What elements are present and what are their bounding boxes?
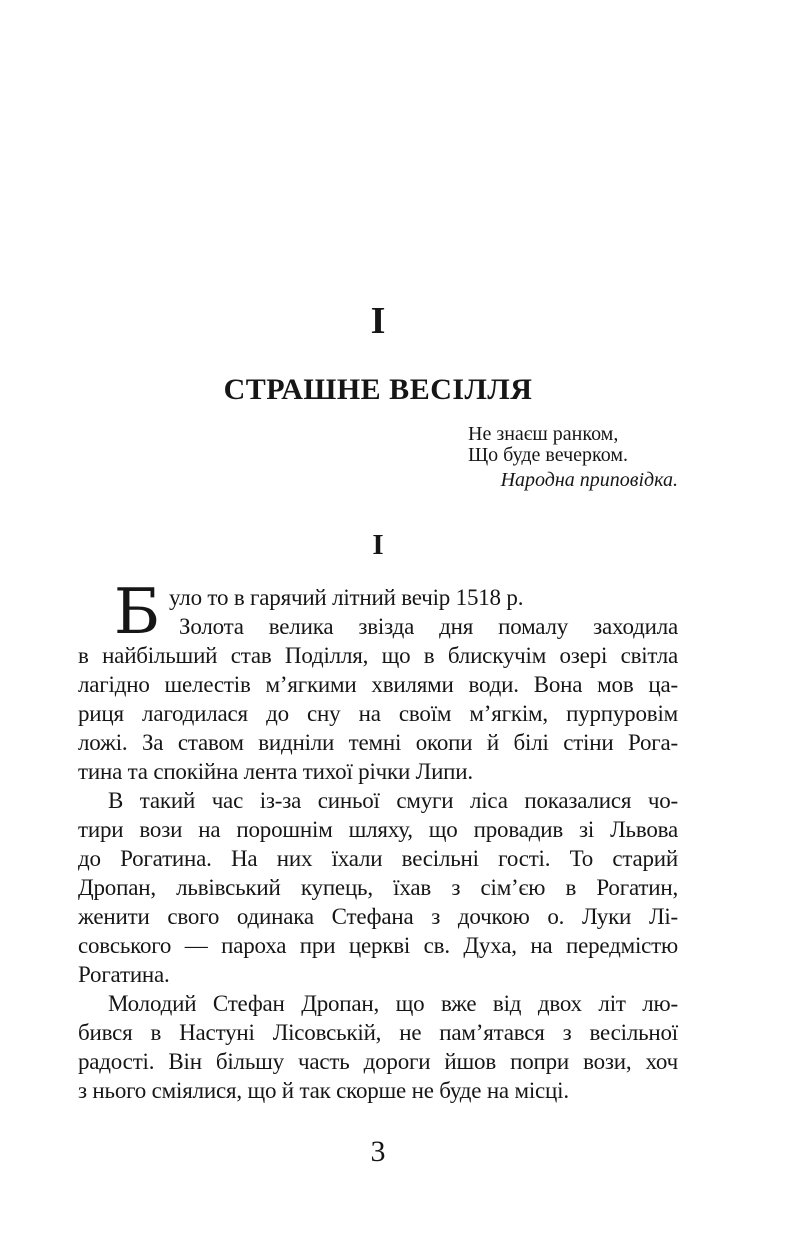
body-line: Золота велика звізда дня помалу заходила (179, 614, 678, 639)
body-line: Молодий Стефан Дропан, що вже від двох літ лю- (108, 991, 678, 1016)
page-number: 3 (370, 1135, 386, 1168)
body-line: риця лагодилася до сну на своїм м’ягкім, пурпуровім (78, 701, 678, 726)
body-line: Дропан, львівський купець, їхав з сім’єю в Рогатин, (78, 875, 678, 900)
paragraph (78, 612, 678, 786)
chapter-number: I (370, 300, 386, 342)
body-line: бився в Настуні Лісовській, не пам’ятався з весільної (78, 1020, 678, 1045)
body-line: тина та спокійна лента тихої річки Липи. (78, 759, 473, 784)
paragraph (78, 583, 678, 612)
section-number: I (372, 529, 384, 561)
body-line: женити свого одинака Стефана з дочкою о. Луки Лі- (78, 904, 678, 929)
paragraph (78, 786, 678, 989)
chapter-title: СТРАШНЕ ВЕСІЛЛЯ (223, 373, 533, 406)
body-line: радості. Він більшу часть дороги йшов попри вози, хоч (78, 1049, 678, 1074)
drop-cap: Б (113, 575, 161, 648)
body-text (78, 575, 678, 1105)
body-line: уло то в гарячий літний вечір 1518 р. (169, 585, 524, 610)
body-line: з нього сміялися, що й так скорше не буде на місці. (78, 1078, 569, 1103)
body-line: совського — пароха при церкві св. Духа, на передмістю (78, 933, 678, 958)
paragraph (78, 989, 678, 1105)
epigraph-attribution: Народна приповідка. (500, 469, 678, 491)
body-line: в найбільший став Поділля, що в блискучім озері світла (78, 643, 678, 668)
body-line: ложі. За ставом видніли темні окопи й білі стіни Рога- (78, 730, 678, 755)
body-line: Рогатина. (78, 962, 170, 987)
epigraph-line: Що буде вечерком. (468, 443, 628, 466)
epigraph-line: Не знаєш ранком, (468, 423, 619, 445)
body-line: лагідно шелестів м’ягкими хвилями води. Вона мов ца- (78, 672, 678, 697)
body-line: до Рогатина. На них їхали весільні гості. То старий (78, 846, 678, 871)
epigraph (468, 424, 678, 491)
body-line: В такий час із-за синьої смуги ліса показалися чо- (108, 788, 678, 813)
body-line: тири вози на порошнім шляху, що провадив зі Львова (78, 817, 678, 842)
